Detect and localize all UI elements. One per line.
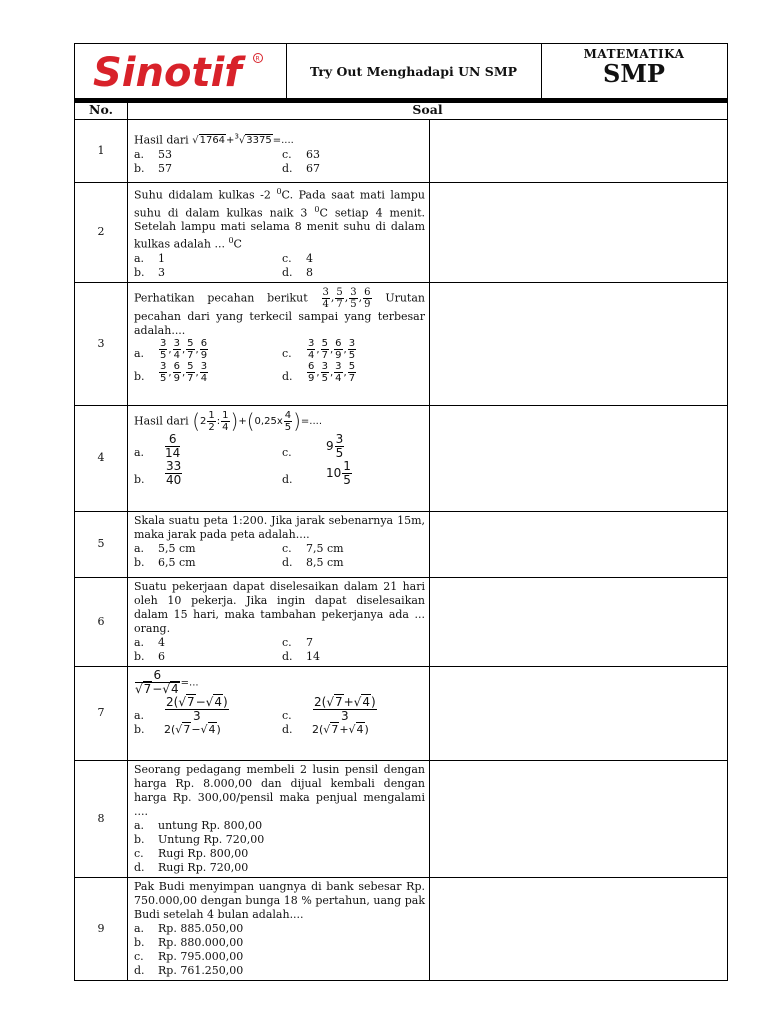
option-b[interactable]: b. 6 [134,649,165,663]
question-number: 7 [75,666,128,760]
fraction: $\frac{3}{4}$ [200,360,208,384]
option-b[interactable]: b. Untung Rp. 720,00 [134,832,265,846]
option-d[interactable]: d. 8 [282,265,313,279]
question-content [128,183,430,283]
option-d[interactable]: d. $\frac{6}{9}$ , $\frac{3}{5}$ , $\frac{3}{4}$ , $\frac{5}{7}$ [282,360,356,384]
question-row [75,405,728,511]
option-d[interactable]: d. 2(√7+√4) [282,722,369,736]
work-area [430,282,728,405]
question-stem: $\frac{6}{√7-√4}$ =... [135,667,199,696]
question-number: 5 [75,511,128,577]
fraction: $\frac{5}{7}$ [187,360,194,384]
fraction: $\frac{6}{14}$ [165,431,181,460]
fraction: $\frac{2(√7+√4)}{3}$ [314,694,376,723]
question-number: 1 [75,120,128,183]
question-row [75,511,728,577]
option-d[interactable]: d. 14 [282,649,320,663]
given-fractions: $\frac{3}{4}$ , $\frac{5}{7}$ , $\frac{3}{5}$ , $\frac{6}{9}$ [322,286,371,310]
option-a[interactable]: a. 5,5 cm [134,541,196,555]
answer-options [134,542,425,570]
questions-table [74,102,728,981]
fraction: $\frac{6}{9}$ [308,360,315,384]
option-d[interactable]: d. 10 $\frac{1}{5}$ [282,458,351,487]
question-row [75,760,728,877]
answer-options [134,922,425,978]
question-content [128,282,430,405]
question-row [75,282,728,405]
option-a[interactable]: a. $\frac{6}{14}$ [134,431,181,460]
fraction: $\frac{3}{4}$ [308,337,315,361]
fraction: $\frac{3}{5}$ [321,360,328,384]
fraction: $\frac{3}{4}$ [322,286,329,310]
question-content [128,877,430,980]
question-stem: Suhu didalam kulkas -2 $^0$C. Pada saat mati lampu suhu di dalam kulkas naik 3 $^0$C setiap 4 menit. Setelah lampu mati selama 8 menit suhu di dalam kulkas adalah ... $^0$C [134,187,426,251]
sinotif-logo [89,48,274,94]
answer-options [134,433,425,487]
answer-options [134,696,425,737]
answer-options [134,338,425,384]
answer-options [134,636,425,664]
fraction: $\frac{6}{9}$ [173,360,180,384]
exam-title: Try Out Menghadapi UN SMP [286,44,542,98]
option-c[interactable]: c. 63 [282,148,320,162]
option-d[interactable]: d. 67 [282,162,320,176]
fraction: $\frac{6}{9}$ [364,286,371,310]
fraction: $\frac{6}{9}$ [200,337,208,361]
question-number: 2 [75,183,128,283]
fraction: $\frac{3}{4}$ [335,360,342,384]
question-number: 6 [75,577,128,666]
exam-header [74,43,728,99]
option-b[interactable]: b. 3 [134,265,165,279]
fraction: $\frac{3}{5}$ [160,360,167,384]
option-d[interactable]: d. Rugi Rp. 720,00 [134,860,249,874]
question-stem: Hasil dari √1764+$^3$√3375=.... [134,133,294,147]
header-soal: Soal [128,103,728,120]
fraction: $\frac{5}{7}$ [321,337,328,361]
option-a[interactable]: a. $\frac{3}{5}$ , $\frac{3}{4}$ , $\frac{5}{7}$ , $\frac{6}{9}$ [134,337,208,361]
question-row [75,183,728,283]
fraction: $\frac{3}{5}$ [348,337,356,361]
question-stem: Suatu pekerjaan dapat diselesaikan dalam 21 hari oleh 10 pekerja. Jika ingin dapat diselesaikan dalam 15 hari, maka tambahan pekerjanya ada ... orang. [134,579,425,635]
question-content [128,405,430,511]
question-number: 9 [75,877,128,980]
logo-text: Sinotif [93,50,242,94]
school-level: SMP [603,59,665,88]
option-a[interactable]: a. untung Rp. 800,00 [134,818,263,832]
option-c[interactable]: c. $\frac{3}{4}$ , $\frac{5}{7}$ , $\frac{6}{9}$ , $\frac{3}{5}$ [282,337,356,361]
option-c[interactable]: c. Rugi Rp. 800,00 [134,846,249,860]
fraction: $\frac{5}{7}$ [336,286,343,310]
table-header-row [75,103,728,120]
work-area [430,760,728,877]
question-stem: Hasil dari (2 $\frac{1}{2}$ : $\frac{1}{4}$ )+(0,25x $\frac{4}{5}$ )=.... [134,409,323,434]
fraction: $\frac{1}{5}$ [343,458,351,487]
question-content [128,760,430,877]
option-b[interactable]: b. 2(√7−√4) [134,722,221,736]
option-c[interactable]: c. Rp. 795.000,00 [134,949,244,963]
question-row [75,877,728,980]
work-area [430,120,728,183]
fraction: $\frac{3}{4}$ [173,337,180,361]
question-number: 8 [75,760,128,877]
option-b[interactable]: b. Rp. 880.000,00 [134,935,244,949]
question-stem: Seorang pedagang membeli 2 lusin pensil dengan harga Rp. 8.000,00 dan dijual kembali dengan harga Rp. 300,00/pensil maka penjual mengalami .... [134,762,425,818]
option-c[interactable]: c. $\frac{2(√7+√4)}{3}$ [282,694,376,723]
svg-text:R: R [255,55,260,63]
option-c[interactable]: c. 9 $\frac{3}{5}$ [282,431,344,460]
work-area [430,511,728,577]
option-a[interactable]: a. 4 [134,635,165,649]
question-number: 4 [75,405,128,511]
question-row [75,666,728,760]
answer-options [134,252,425,280]
work-area [430,666,728,760]
answer-options [134,148,425,176]
option-a[interactable]: a. $\frac{2(√7-√4)}{3}$ [134,694,228,723]
option-d[interactable]: d. Rp. 761.250,00 [134,963,244,977]
subject-cell [541,44,727,98]
question-content [128,511,430,577]
logo-cell [75,44,287,98]
option-d[interactable]: d. 8,5 cm [282,555,344,569]
question-content [128,120,430,183]
option-c[interactable]: c. 7 [282,635,313,649]
fraction: $\frac{3}{5}$ [350,286,357,310]
option-c[interactable]: c. 7,5 cm [282,541,344,555]
option-a[interactable]: a. Rp. 885.050,00 [134,921,244,935]
question-stem: Perhatikan pecahan berikut $\frac{3}{4}$ , $\frac{5}{7}$ , $\frac{3}{5}$ , $\frac{6}{9}$ Urutan pecahan dari yang terkecil sampai yang terbesar adalah.... [134,286,425,337]
fraction: $\frac{33}{40}$ [166,458,182,487]
question-stem: Skala suatu peta 1:200. Jika jarak sebenarnya 15m, maka jarak pada peta adalah.... [134,513,425,541]
question-row [75,577,728,666]
subject-name: MATEMATIKA [583,47,685,61]
option-b[interactable]: b. $\frac{33}{40}$ [134,458,182,487]
question-number: 3 [75,282,128,405]
answer-options [134,819,425,875]
option-b[interactable]: b. 57 [134,162,172,176]
question-stem: Pak Budi menyimpan uangnya di bank sebesar Rp. 750.000,00 dengan bunga 18 % pertahun, uang pak Budi setelah 4 bulan adalah.... [134,879,425,921]
question-row [75,120,728,183]
option-a[interactable]: a. 1 [134,251,165,265]
fraction: $\frac{2(√7-√4)}{3}$ [166,694,228,723]
fraction: $\frac{5}{7}$ [348,360,356,384]
option-b[interactable]: b. 6,5 cm [134,555,196,569]
option-b[interactable]: b. $\frac{3}{5}$ , $\frac{6}{9}$ , $\frac{5}{7}$ , $\frac{3}{4}$ [134,360,208,384]
work-area [430,183,728,283]
option-a[interactable]: a. 53 [134,148,172,162]
option-c[interactable]: c. 4 [282,251,313,265]
work-area [430,405,728,511]
header-no: No. [75,103,128,120]
fraction: $\frac{6}{9}$ [335,337,342,361]
exam-sheet [74,43,728,981]
fraction: $\frac{5}{7}$ [187,337,194,361]
question-content [128,577,430,666]
fraction: $\frac{3}{5}$ [160,337,167,361]
fraction: $\frac{3}{5}$ [335,431,344,460]
work-area [430,577,728,666]
work-area [430,877,728,980]
question-content [128,666,430,760]
